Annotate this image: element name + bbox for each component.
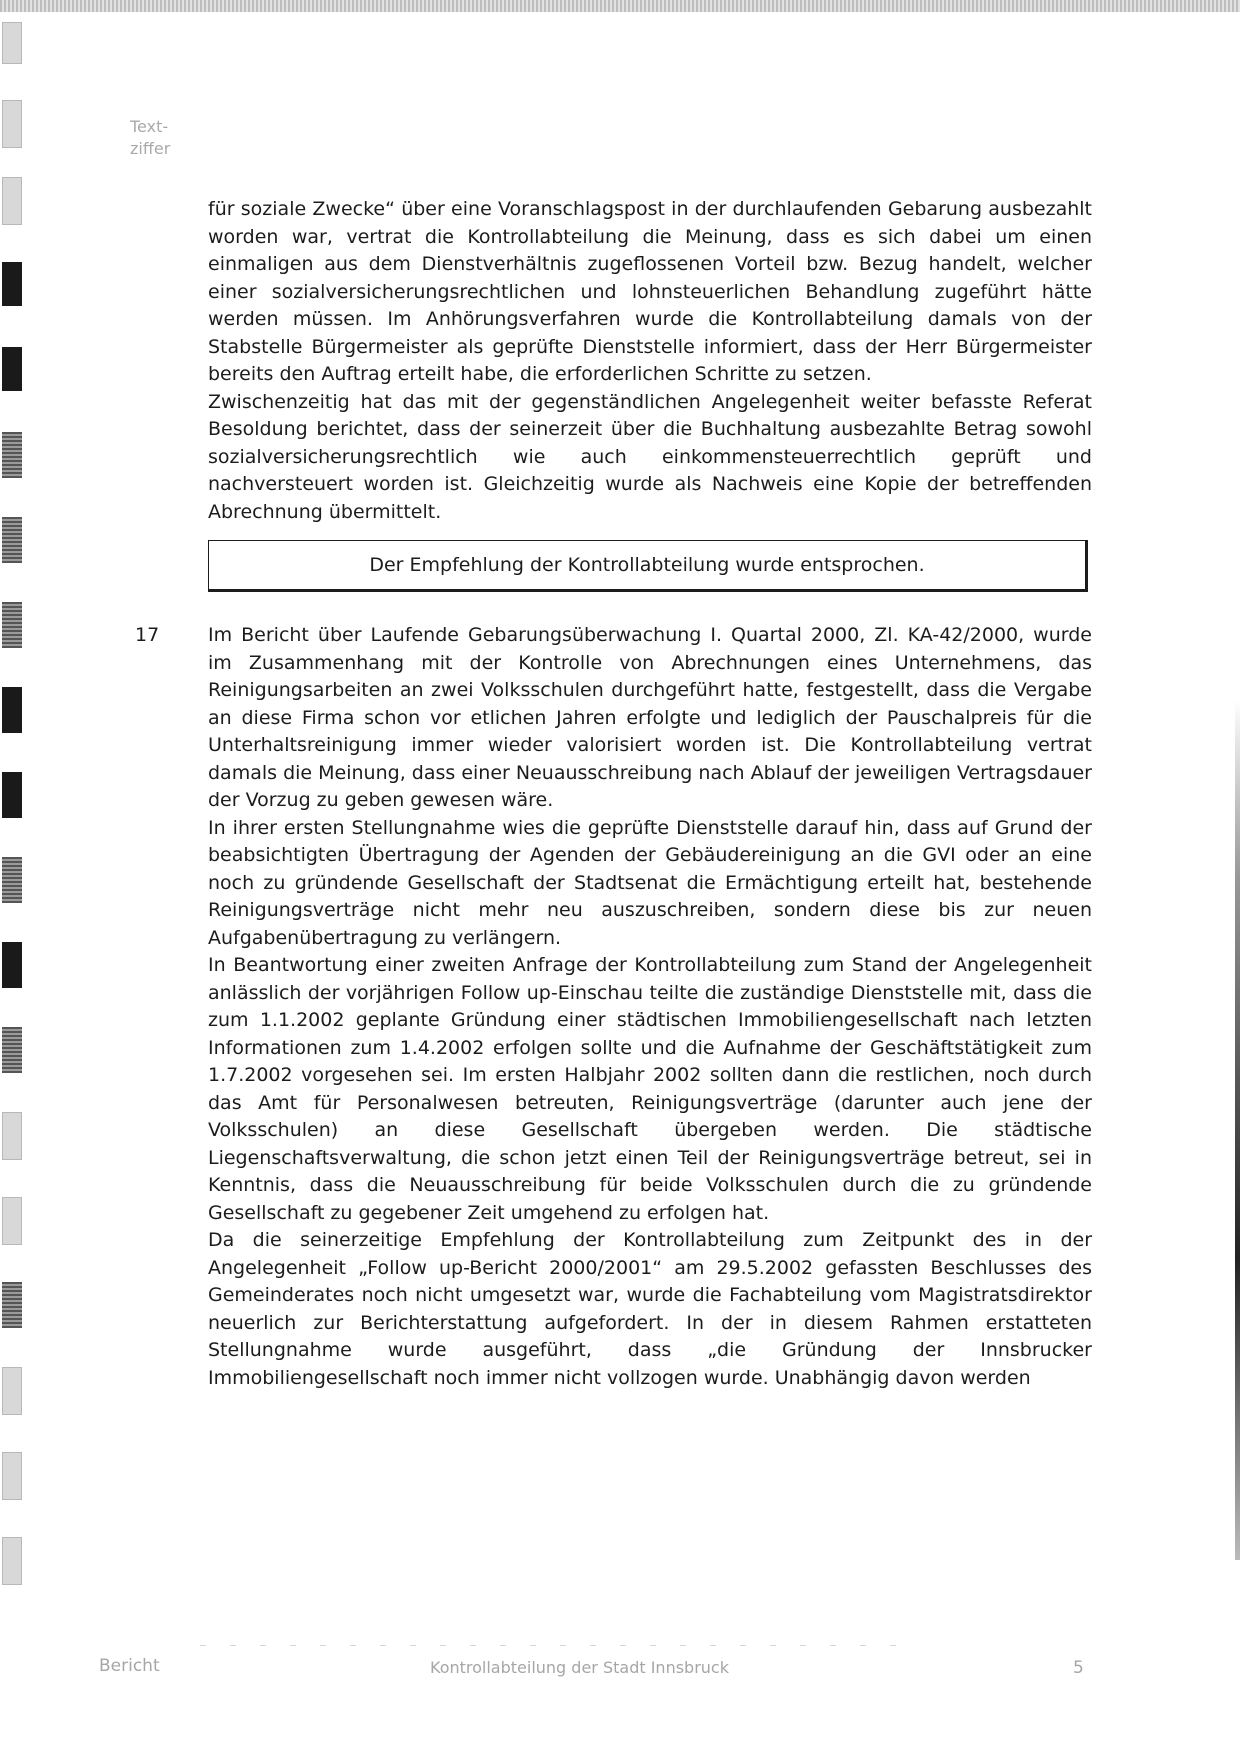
scan-mark bbox=[2, 602, 22, 648]
scan-mark bbox=[2, 347, 22, 391]
scan-mark bbox=[2, 1452, 22, 1500]
scan-mark bbox=[2, 857, 22, 903]
scan-mark bbox=[2, 1112, 22, 1160]
paragraph: für soziale Zwecke“ über eine Voranschlagspost in der durchlaufenden Gebarung ausbezahlt worden war, vertrat die Kontrollabteilung die Meinung, dass es sich dabei um einen einmaligen aus dem Dienstverhältnis zugeflossenen Vorteil bzw. Bezug handelt, welcher einer sozialversicherungsrechtlichen und lohnsteuerlichen Behandlung zugeführt hätte werden müssen. Im Anhörungsverfahren wurde die Kontrollabteilung damals von der Stabstelle Bürgermeister als geprüfte Dienststelle informiert, dass der Herr Bürgermeister bereits den Auftrag erteilt habe, die erforderlichen Schritte zu setzen. bbox=[208, 198, 1092, 385]
scan-edge-left bbox=[0, 12, 26, 1753]
scan-mark bbox=[2, 687, 22, 733]
scan-mark bbox=[2, 100, 22, 148]
paragraph: In ihrer ersten Stellungnahme wies die geprüfte Dienststelle darauf hin, dass auf Grund der beabsichtigten Übertragung der Agenden der Gebäudereinigung an die GVI oder an eine noch zu gründende Gesellschaft der Stadtsenat die Ermächtigung erteilt hat, bestehende Reinigungsverträge nicht mehr neu auszuschreiben, sondern diese bis zur neuen Aufgabenübertragung zu verlängern. bbox=[208, 816, 1092, 949]
footer-report-label: Bericht bbox=[99, 1656, 160, 1676]
scan-mark bbox=[2, 1367, 22, 1415]
scan-mark bbox=[2, 177, 22, 225]
margin-label-textziffer bbox=[130, 116, 190, 160]
section-number: 17 bbox=[135, 624, 160, 646]
page-body bbox=[135, 196, 1092, 1392]
page-footer bbox=[0, 1656, 1240, 1686]
scan-edge-top bbox=[0, 0, 1240, 12]
scan-mark bbox=[2, 1282, 22, 1328]
paragraph: Zwischenzeitig hat das mit der gegenständlichen Angelegenheit weiter befasste Referat Besoldung berichtet, dass der seinerzeit über die Buchhaltung ausbezahlte Betrag sowohl sozialversicherungsrechtlich wie auch einkommensteuerrechtlich geprüft und nachversteuert worden ist. Gleichzeitig wurde als Nachweis eine Kopie der betreffenden Abrechnung übermittelt. bbox=[208, 390, 1092, 523]
scan-mark bbox=[2, 772, 22, 818]
scan-mark bbox=[2, 262, 22, 306]
scan-mark bbox=[2, 517, 22, 563]
section-17 bbox=[135, 622, 1092, 1392]
recommendation-text: Der Empfehlung der Kontrollabteilung wurde entsprochen. bbox=[369, 554, 925, 576]
scan-mark bbox=[2, 22, 22, 64]
scan-mark bbox=[2, 942, 22, 988]
footer-divider bbox=[200, 1645, 900, 1646]
paragraph: Da die seinerzeitige Empfehlung der Kontrollabteilung zum Zeitpunkt des in der Angelegenheit „Follow up-Bericht 2000/2001“ am 29.5.2002 gefassten Beschlusses des Gemeinderates noch nicht umgesetzt war, wurde die Fachabteilung vom Magistratsdirektor neuerlich zur Berichterstattung aufgefordert. In der in diesem Rahmen erstatteten Stellungnahme wurde ausgeführt, dass „die Gründung der Innsbrucker Immobiliengesellschaft noch immer nicht vollzogen wurde. Unabhängig davon werden bbox=[208, 1229, 1092, 1389]
scan-mark bbox=[2, 432, 22, 478]
paragraph: Im Bericht über Laufende Gebarungsüberwachung I. Quartal 2000, Zl. KA-42/2000, wurde im Zusammenhang mit der Kontrolle von Abrechnungen eines Unternehmens, das Reinigungsarbeiten an zwei Volksschulen durchgeführt hatte, festgestellt, dass die Vergabe an diese Firma schon vor etlichen Jahren erfolgte und lediglich der Pauschalpreis für die Unterhaltsreinigung immer wieder valorisiert worden ist. Die Kontrollabteilung vertrat damals die Meinung, dass einer Neuausschreibung nach Ablauf der jeweiligen Vertragsdauer der Vorzug zu geben gewesen wäre. bbox=[208, 624, 1092, 811]
margin-label-line: ziffer bbox=[130, 139, 171, 158]
scan-mark bbox=[2, 1197, 22, 1245]
page-number: 5 bbox=[1073, 1658, 1084, 1678]
scan-edge-right bbox=[1235, 700, 1240, 1560]
paragraph: In Beantwortung einer zweiten Anfrage der Kontrollabteilung zum Stand der Angelegenheit anlässlich der vorjährigen Follow up-Einschau teilte die zuständige Dienststelle mit, dass die zum 1.1.2002 geplante Gründung einer städtischen Immobiliengesellschaft nach letzten Informationen zum 1.4.2002 erfolgen sollte und die Aufnahme der Geschäftstätigkeit zum 1.7.2002 vorgesehen sei. Im ersten Halbjahr 2002 sollten dann die restlichen, noch durch das Amt für Personalwesen betreuten, Reinigungsverträge (darunter auch jene der Volksschulen) an diese Gesellschaft übergeben werden. Die städtische Liegenschaftsverwaltung, die schon jetzt einen Teil der Reinigungsverträge betreut, sei in Kenntnis, dass die Neuausschreibung für beide Volksschulen durch die zu gründende Gesellschaft zu gegebener Zeit umgehend zu erfolgen hat. bbox=[208, 954, 1092, 1224]
recommendation-box bbox=[208, 540, 1088, 592]
margin-label-line: Text- bbox=[130, 117, 169, 136]
scan-mark bbox=[2, 1027, 22, 1073]
scan-mark bbox=[2, 1537, 22, 1585]
footer-organization: Kontrollabteilung der Stadt Innsbruck bbox=[430, 1658, 729, 1677]
